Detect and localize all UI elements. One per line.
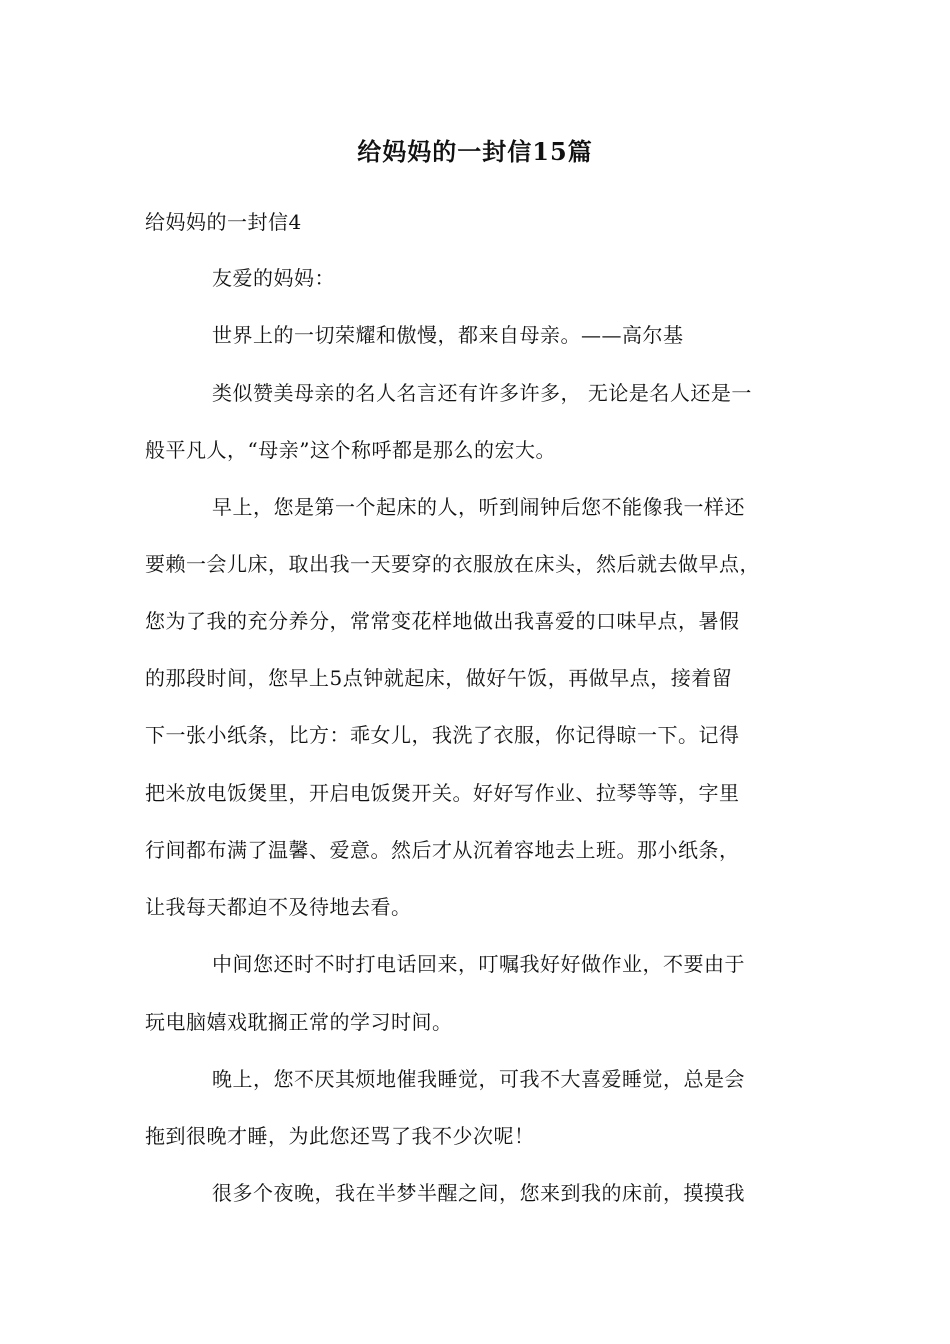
body-line: 的那段时间，您早上5点钟就起床，做好午饭，再做早点，接着留 <box>145 666 733 690</box>
body-line: 拖到很晚才睡，为此您还骂了我不少次呢！ <box>145 1124 535 1148</box>
body-line: 行间都布满了温馨、爱意。然后才从沉着容地去上班。那小纸条， <box>145 838 740 862</box>
body-line: 般平凡人，“母亲”这个称呼都是那么的宏大。 <box>145 438 556 462</box>
body-line: 您为了我的充分养分，常常变花样地做出我喜爱的口味早点，暑假 <box>145 609 740 633</box>
salutation: 友爱的妈妈： <box>212 266 335 290</box>
body-line: 中间您还时不时打电话回来，叮嘱我好好做作业，不要由于 <box>212 952 745 976</box>
section-heading: 给妈妈的一封信4 <box>145 210 302 234</box>
document-title: 给妈妈的一封信15篇 <box>357 137 593 166</box>
body-line: 要赖一会儿床，取出我一天要穿的衣服放在床头，然后就去做早点， <box>145 552 760 576</box>
body-line: 玩电脑嬉戏耽搁正常的学习时间。 <box>145 1010 453 1034</box>
body-line: 晚上，您不厌其烦地催我睡觉，可我不大喜爱睡觉，总是会 <box>212 1067 745 1091</box>
body-line: 类似赞美母亲的名人名言还有许多许多， 无论是名人还是一 <box>212 381 752 405</box>
body-line: 把米放电饭煲里，开启电饭煲开关。好好写作业、拉琴等等，字里 <box>145 781 740 805</box>
body-line: 让我每天都迫不及待地去看。 <box>145 895 412 919</box>
body-line: 下一张小纸条，比方：乖女儿，我洗了衣服，你记得晾一下。记得 <box>145 723 740 747</box>
body-line: 早上，您是第一个起床的人，听到闹钟后您不能像我一样还 <box>212 495 745 519</box>
body-line: 很多个夜晚，我在半梦半醒之间，您来到我的床前，摸摸我 <box>212 1181 745 1205</box>
quote-line: 世界上的一切荣耀和傲慢，都来自母亲。——高尔基 <box>212 323 684 347</box>
